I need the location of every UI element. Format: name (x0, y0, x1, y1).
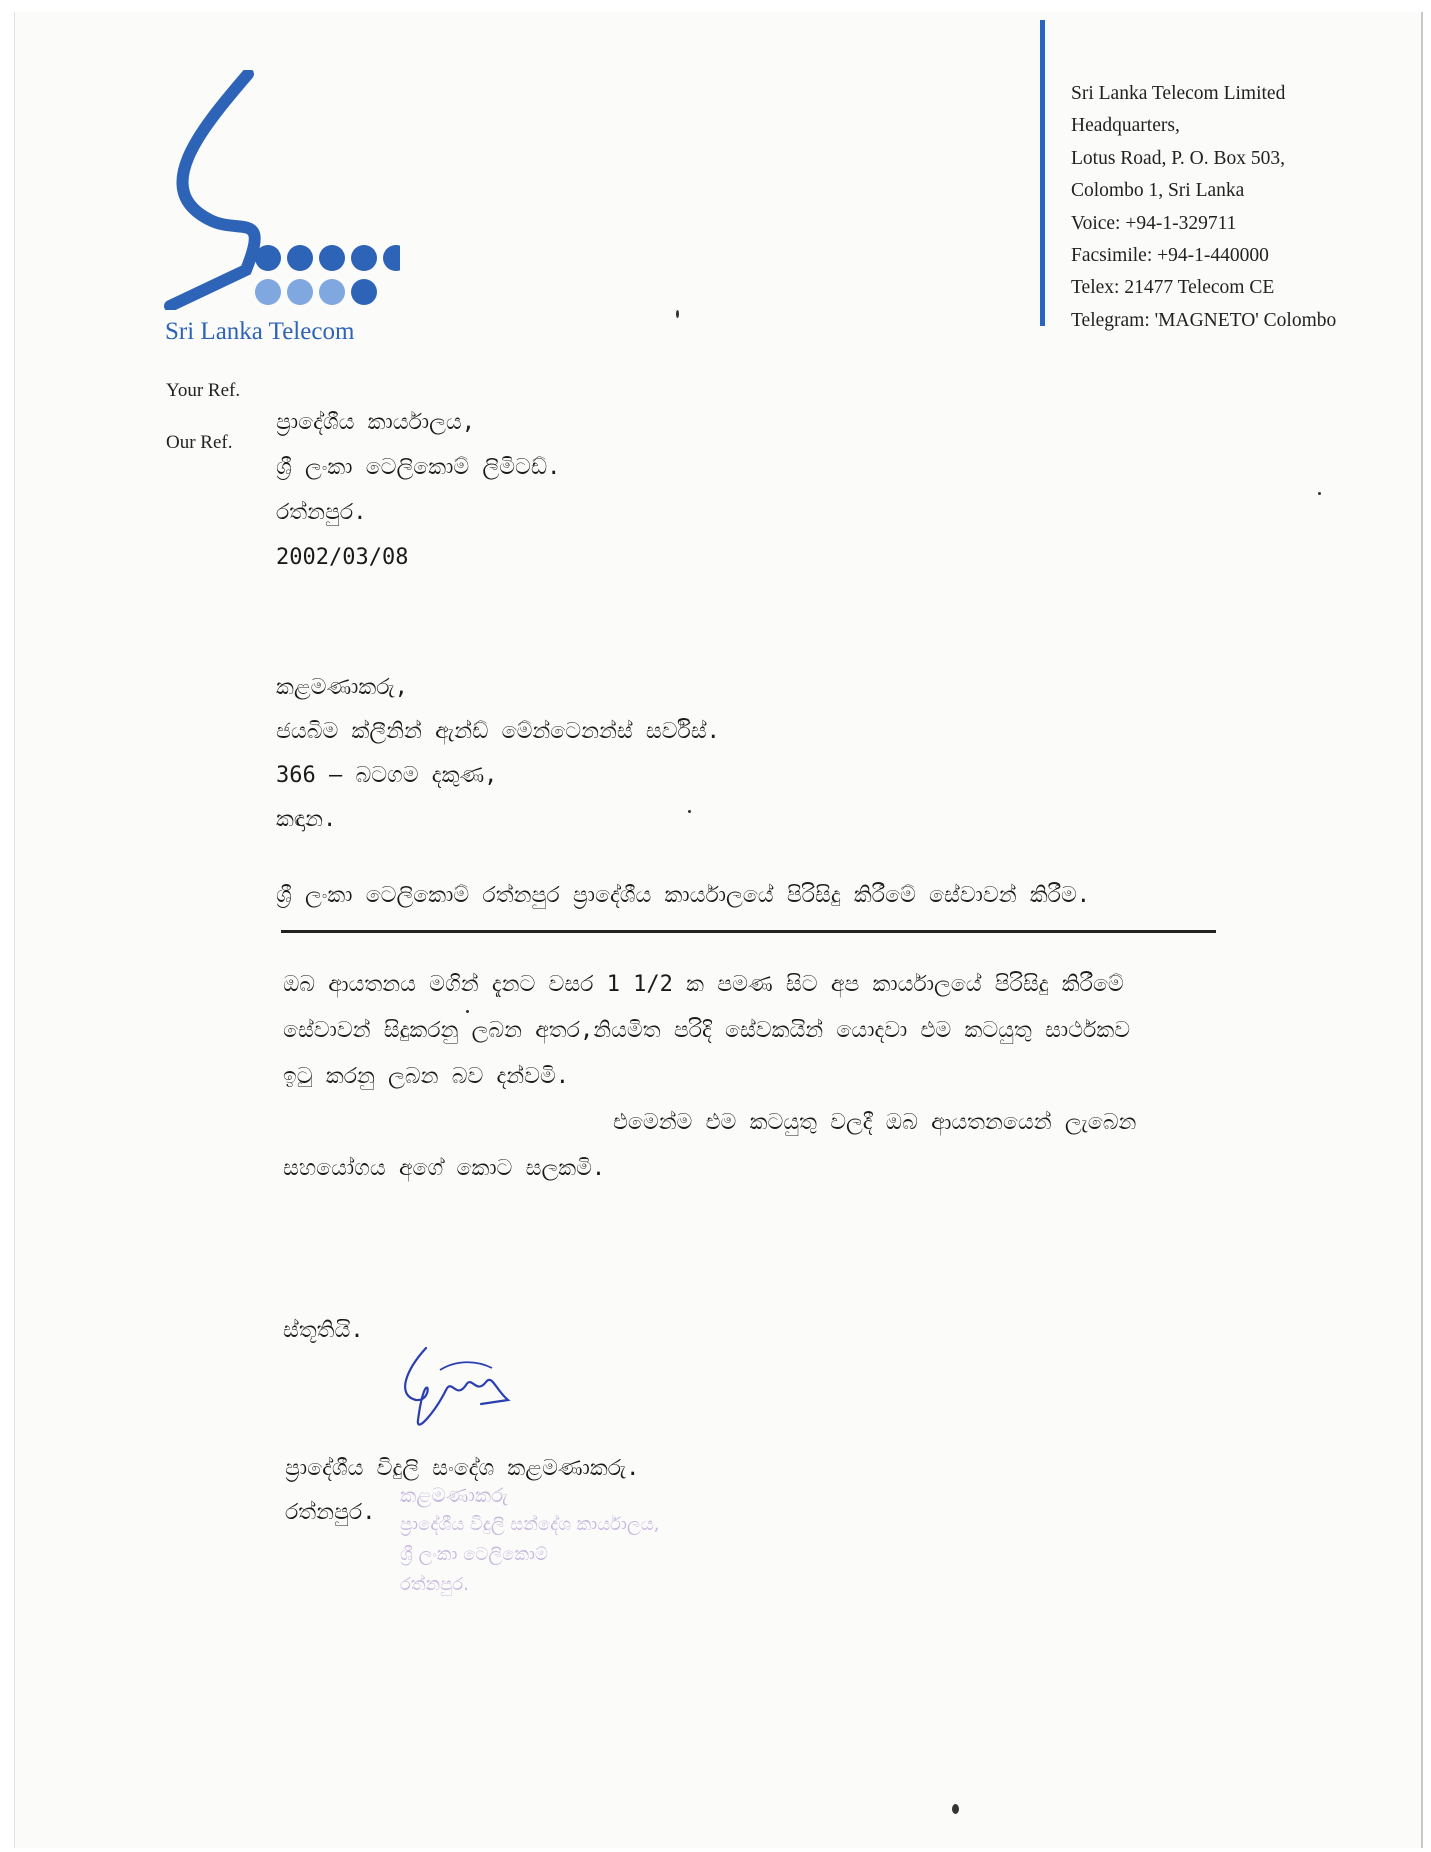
ink-speck (952, 1804, 959, 1814)
letter-body (283, 962, 1136, 1192)
body-line: ඔබ ආයතනය මගින් දැනට වසර 1 1/2 ක පමණ සිට අප කාර්යාලයේ පිරිසිදු කිරීමේ (283, 972, 1124, 997)
letter-subject: ශ්‍රී ලංකා ටෙලිකොම් රත්නපුර ප්‍රාදේශීය කාර්යාලයේ පිරිසිදු කිරීමේ සේවාවන් කිරීම. (276, 883, 1091, 908)
sender-line: රත්නපුර. (276, 500, 367, 525)
letterhead-divider (1040, 20, 1045, 326)
our-ref-label: Our Ref. (166, 432, 233, 453)
letter-date: 2002/03/08 (276, 545, 409, 570)
sri-lanka-telecom-logo (160, 70, 400, 310)
stamp-line: කළමණාකරු (400, 1483, 508, 1507)
body-line: සේවාවන් සිදුකරනු ලබන අතර,නියමිත පරිදි සේවකයින් යොදවා එම කටයුතු සාර්ථකව (283, 1018, 1131, 1043)
ink-speck (1318, 492, 1321, 495)
signatory-location: රත්නපුර. (285, 1500, 376, 1525)
sender-line: ප්‍රාදේශීය කාර්යාලය, (276, 410, 475, 435)
stamp-line: ශ්‍රී ලංකා ටෙලිකොම් (400, 1544, 548, 1565)
signatory-title: ප්‍රාදේශීය විදුලි සංදේශ කළමණාකරු. (285, 1456, 640, 1481)
your-ref-label: Your Ref. (166, 380, 241, 401)
body-line: එමෙන්ම එම කටයුතු වලදී ඔබ ආයතනයෙන් ලැබෙන (613, 1110, 1137, 1135)
address-line: Sri Lanka Telecom Limited (1071, 83, 1286, 104)
brand-name: Sri Lanka Telecom (165, 318, 355, 345)
address-line: Headquarters, (1071, 115, 1180, 137)
recipient-address (276, 666, 720, 842)
address-line: Lotus Road, P. O. Box 503, (1071, 147, 1285, 169)
reference-labels (166, 380, 240, 484)
stamp-line: රත්නපුර. (400, 1574, 469, 1595)
recipient-line: කළමණාකරු, (276, 675, 408, 700)
body-line: ඉටු කරනු ලබන බව දන්වමි. (283, 1064, 570, 1089)
ink-speck (466, 1010, 469, 1013)
sender-line: ශ්‍රී ලංකා ටෙලිකොම් ලිමිටඩ්. (276, 455, 561, 480)
handwritten-signature (396, 1340, 526, 1440)
ink-speck (676, 310, 679, 318)
address-line: Facsimile: +94-1-440000 (1071, 245, 1269, 267)
body-line: සහයෝගය අගේ කොට සලකමි. (283, 1156, 606, 1181)
letterhead-address (1071, 78, 1336, 337)
address-line: Telex: 21477 Telecom CE (1071, 277, 1275, 299)
letter-closing: ස්තූතියි. (283, 1318, 364, 1343)
recipient-line: ජයබිම ක්ලීනින් ඇන්ඩ් මේන්ටෙනන්ස් සර්විස්. (276, 719, 720, 744)
subject-underline (281, 930, 1216, 933)
official-stamp (400, 1480, 659, 1600)
stamp-line: ප්‍රාදේශීය විදුලි සන්දේශ කාර්යාලය, (400, 1514, 660, 1535)
recipient-line: කඳාන. (276, 807, 337, 832)
address-line: Telegram: 'MAGNETO' Colombo (1071, 309, 1337, 331)
recipient-line: 366 – බටගම දකුණ, (276, 763, 498, 788)
address-line: Voice: +94-1-329711 (1071, 212, 1237, 234)
ink-speck (688, 810, 691, 813)
sender-address (276, 400, 560, 580)
address-line: Colombo 1, Sri Lanka (1071, 180, 1245, 202)
